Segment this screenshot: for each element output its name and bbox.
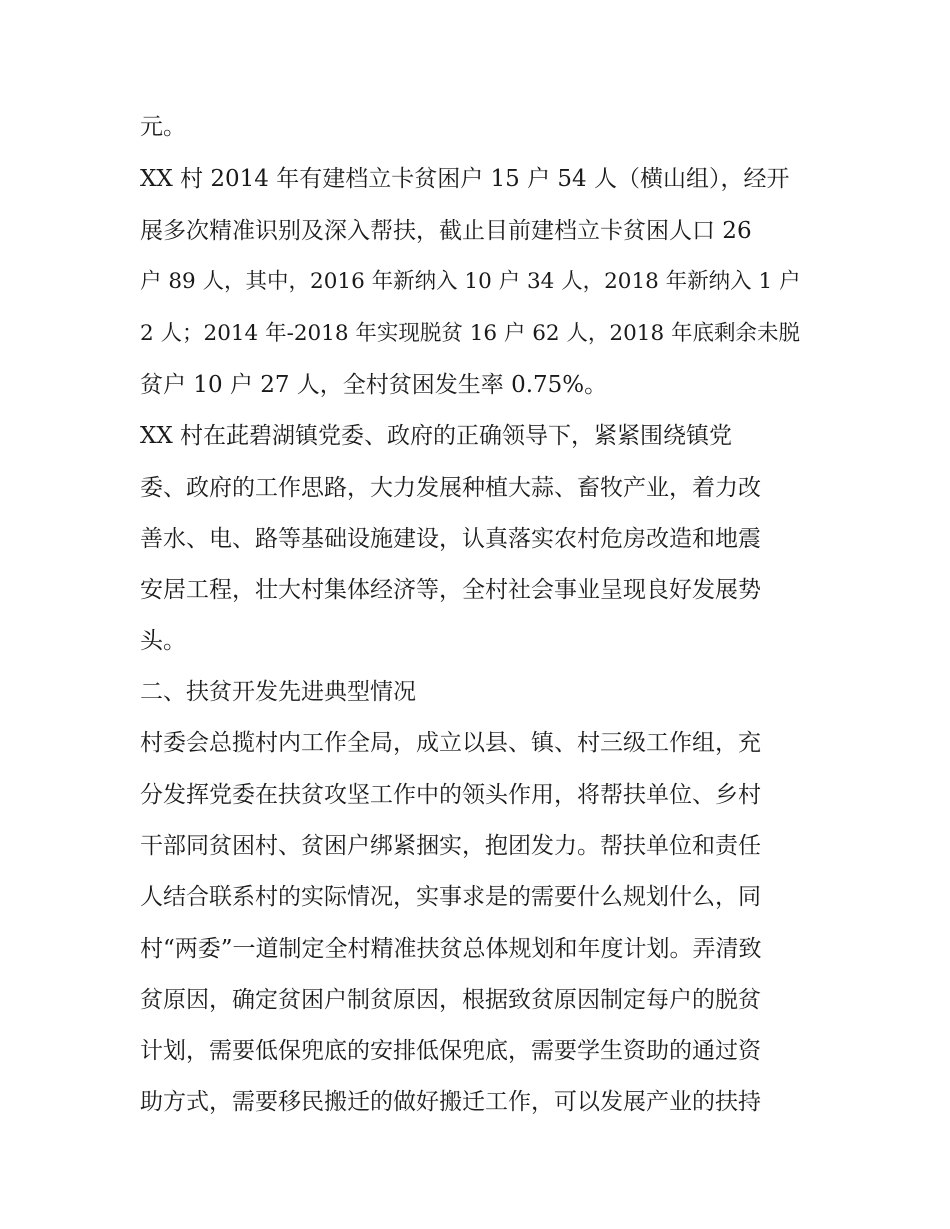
- text-line: XX 村 2014 年有建档立卡贫困户 15 户 54 人（横山组），经开: [140, 166, 790, 192]
- text-line: 干部同贫困村、贫困户绑紧捆实，抱团发力。帮扶单位和责任: [140, 833, 761, 859]
- text-line: 户 89 人，其中，2016 年新纳入 10 户 34 人，2018 年新纳入 1 户: [140, 269, 801, 294]
- text-line: XX 村在茈碧湖镇党委、政府的正确领导下，紧紧围绕镇党: [140, 423, 733, 449]
- text-line: 2 人；2014 年-2018 年实现脱贫 16 户 62 人，2018 年底剩余未脱: [140, 321, 800, 346]
- text-line: 人结合联系村的实际情况，实事求是的需要什么规划什么，同: [140, 884, 761, 910]
- text-line: 助方式，需要移民搬迁的做好搬迁工作，可以发展产业的扶持: [140, 1089, 761, 1115]
- text-line: 计划，需要低保兜底的安排低保兜底，需要学生资助的通过资: [140, 1038, 761, 1064]
- text-line: 委、政府的工作思路，大力发展种植大蒜、畜牧产业，着力改: [140, 475, 761, 501]
- text-line: 村“两委”一道制定全村精准扶贫总体规划和年度计划。弄清致: [140, 936, 762, 962]
- text-line: 头。: [140, 628, 186, 654]
- section-heading: 二、扶贫开发先进典型情况: [140, 679, 416, 705]
- text-line: 分发挥党委在扶贫攻坚工作中的领头作用，将帮扶单位、乡村: [140, 782, 761, 808]
- text-line: 安居工程，壮大村集体经济等，全村社会事业呈现良好发展势: [140, 577, 761, 603]
- text-line: 展多次精准识别及深入帮扶，截止目前建档立卡贫困人口 26: [140, 218, 752, 244]
- text-line: 村委会总揽村内工作全局，成立以县、镇、村三级工作组，充: [140, 730, 761, 756]
- text-line: 元。: [140, 114, 186, 140]
- text-line: 贫户 10 户 27 人，全村贫困发生率 0.75%。: [140, 372, 608, 398]
- text-line: 善水、电、路等基础设施建设，认真落实农村危房改造和地震: [140, 526, 761, 552]
- text-line: 贫原因，确定贫困户制贫原因，根据致贫原因制定每户的脱贫: [140, 987, 761, 1013]
